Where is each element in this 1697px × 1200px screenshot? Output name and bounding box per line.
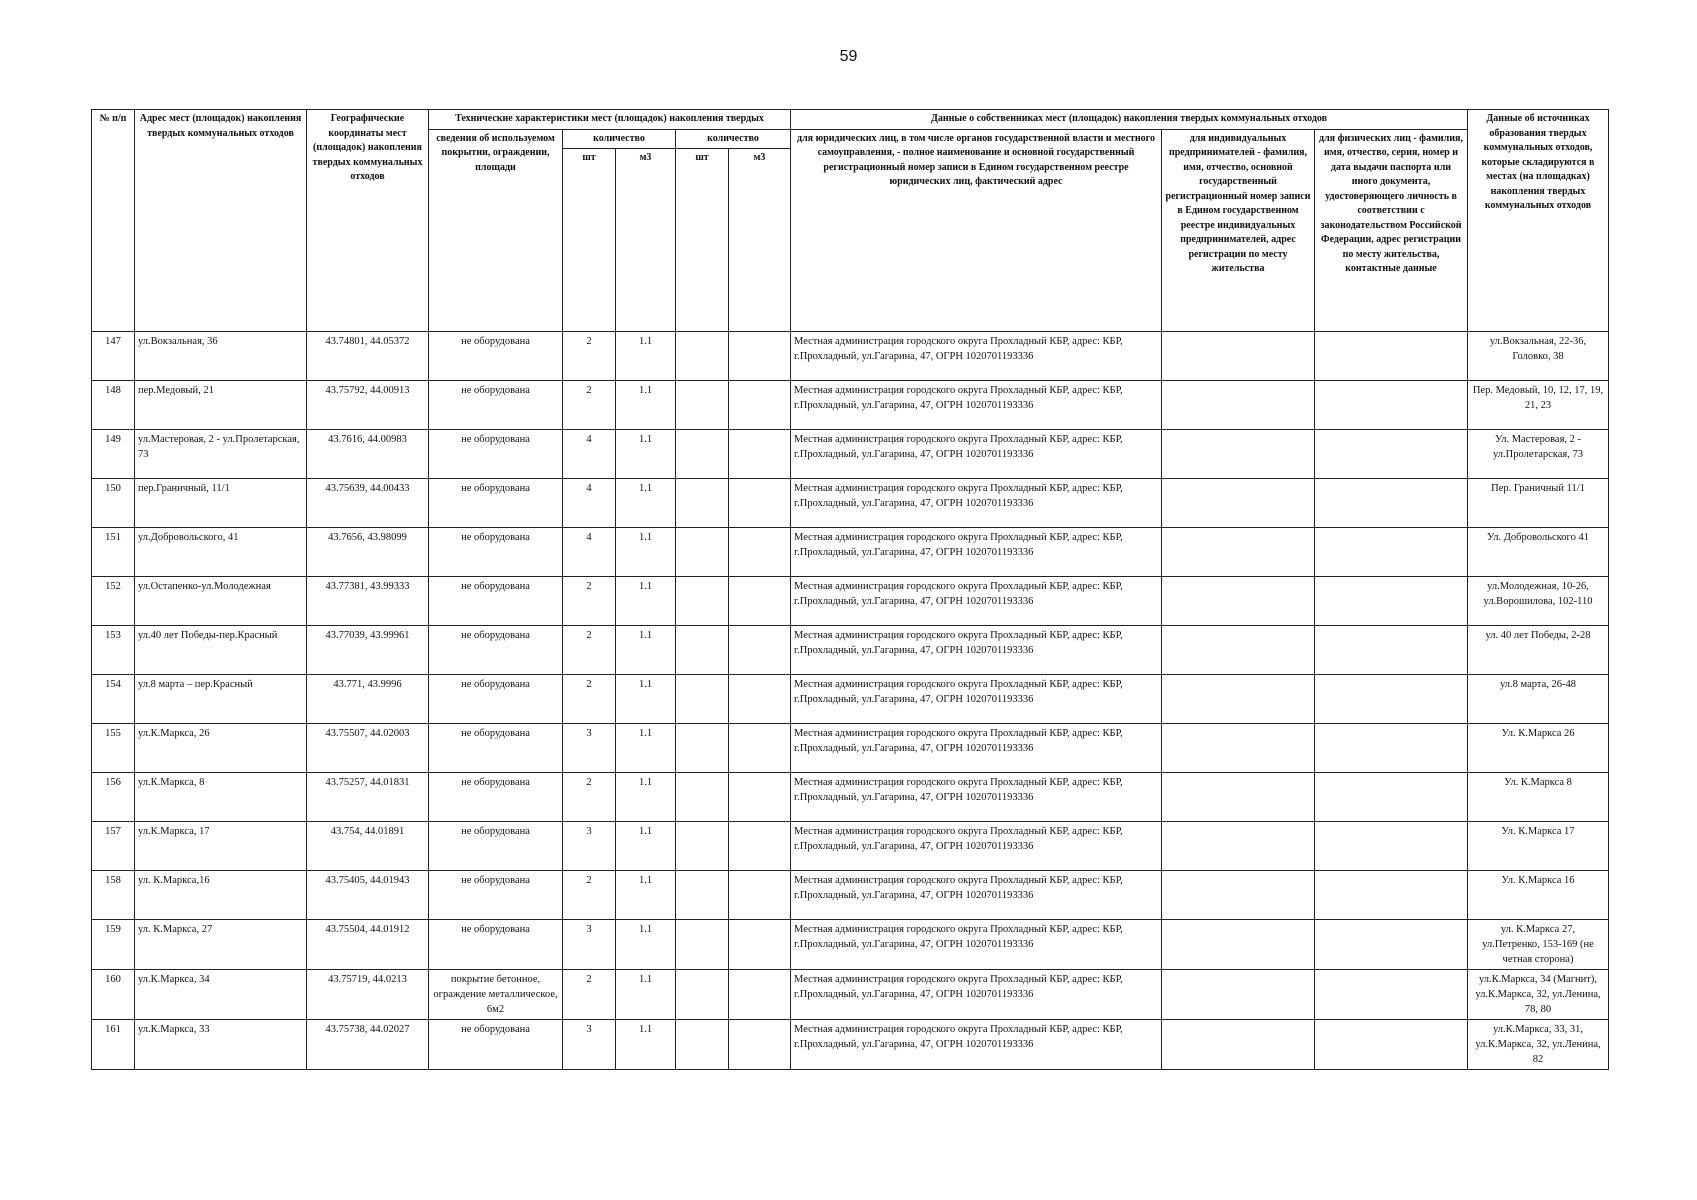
row-owner-phys xyxy=(1315,626,1468,675)
row-owner-legal: Местная администрация городского округа Прохладный КБР, адрес: КБР, г.Прохладный, ул.Гагарина, 47, ОГРН 1020701193336 xyxy=(791,970,1162,1020)
row-address: ул.К.Маркса, 26 xyxy=(135,724,307,773)
row-owner-phys xyxy=(1315,920,1468,970)
row-address: ул.К.Маркса, 8 xyxy=(135,773,307,822)
row-owner-legal: Местная администрация городского округа Прохладный КБР, адрес: КБР, г.Прохладный, ул.Гагарина, 47, ОГРН 1020701193336 xyxy=(791,724,1162,773)
row-coords: 43.75639, 44.00433 xyxy=(307,479,429,528)
row-cover: не оборудована xyxy=(429,430,563,479)
header-owners-legal: для юридических лиц, в том числе органов государственной власти и местного самоуправления, - полное наименование и основной государственный регистрационный номер записи в Едином государственном реестре юридических лиц, фактический адрес xyxy=(791,129,1162,332)
row-qty: 2 xyxy=(563,577,616,626)
row-cover: не оборудована xyxy=(429,577,563,626)
header-unit-sht2: шт xyxy=(676,149,729,332)
row-num: 151 xyxy=(92,528,135,577)
row-coords: 43.75504, 44.01912 xyxy=(307,920,429,970)
row-qty: 2 xyxy=(563,970,616,1020)
row-address: ул.К.Маркса, 33 xyxy=(135,1020,307,1070)
table-row xyxy=(92,724,1609,773)
row-coords: 43.77039, 43.99961 xyxy=(307,626,429,675)
row-coords: 43.75792, 44.00913 xyxy=(307,381,429,430)
row-volume2 xyxy=(729,675,791,724)
row-address: ул.40 лет Победы-пер.Красный xyxy=(135,626,307,675)
row-address: пер.Медовый, 21 xyxy=(135,381,307,430)
row-num: 159 xyxy=(92,920,135,970)
row-qty: 2 xyxy=(563,626,616,675)
row-coords: 43.75257, 44.01831 xyxy=(307,773,429,822)
row-owner-legal: Местная администрация городского округа Прохладный КБР, адрес: КБР, г.Прохладный, ул.Гагарина, 47, ОГРН 1020701193336 xyxy=(791,675,1162,724)
row-volume: 1.1 xyxy=(616,822,676,871)
row-owner-ip xyxy=(1162,1020,1315,1070)
row-owner-phys xyxy=(1315,871,1468,920)
row-owner-ip xyxy=(1162,528,1315,577)
row-volume2 xyxy=(729,430,791,479)
row-cover: не оборудована xyxy=(429,724,563,773)
table-row xyxy=(92,822,1609,871)
row-coords: 43.75405, 44.01943 xyxy=(307,871,429,920)
row-owner-legal: Местная администрация городского округа Прохладный КБР, адрес: КБР, г.Прохладный, ул.Гагарина, 47, ОГРН 1020701193336 xyxy=(791,920,1162,970)
row-volume2 xyxy=(729,773,791,822)
header-unit-m3-2: м3 xyxy=(729,149,791,332)
row-source: ул.8 марта, 26-48 xyxy=(1468,675,1609,724)
row-num: 155 xyxy=(92,724,135,773)
row-num: 156 xyxy=(92,773,135,822)
row-coords: 43.74801, 44.05372 xyxy=(307,332,429,381)
row-volume: 1.1 xyxy=(616,773,676,822)
row-qty2 xyxy=(676,626,729,675)
row-num: 148 xyxy=(92,381,135,430)
row-owner-legal: Местная администрация городского округа Прохладный КБР, адрес: КБР, г.Прохладный, ул.Гагарина, 47, ОГРН 1020701193336 xyxy=(791,577,1162,626)
row-cover: не оборудована xyxy=(429,920,563,970)
row-owner-legal: Местная администрация городского округа Прохладный КБР, адрес: КБР, г.Прохладный, ул.Гагарина, 47, ОГРН 1020701193336 xyxy=(791,332,1162,381)
row-cover: не оборудована xyxy=(429,675,563,724)
row-source: ул.К.Маркса, 33, 31, ул.К.Маркса, 32, ул.Ленина, 82 xyxy=(1468,1020,1609,1070)
row-volume: 1.1 xyxy=(616,332,676,381)
row-owner-legal: Местная администрация городского округа Прохладный КБР, адрес: КБР, г.Прохладный, ул.Гагарина, 47, ОГРН 1020701193336 xyxy=(791,822,1162,871)
row-volume: 1.1 xyxy=(616,528,676,577)
row-source: Ул. К.Маркса 8 xyxy=(1468,773,1609,822)
row-owner-ip xyxy=(1162,430,1315,479)
row-coords: 43.75719, 44.0213 xyxy=(307,970,429,1020)
row-owner-legal: Местная администрация городского округа Прохладный КБР, адрес: КБР, г.Прохладный, ул.Гагарина, 47, ОГРН 1020701193336 xyxy=(791,1020,1162,1070)
row-owner-phys xyxy=(1315,479,1468,528)
row-volume2 xyxy=(729,528,791,577)
table-row xyxy=(92,675,1609,724)
row-qty2 xyxy=(676,479,729,528)
row-volume2 xyxy=(729,970,791,1020)
row-cover: не оборудована xyxy=(429,773,563,822)
row-qty2 xyxy=(676,430,729,479)
row-volume: 1.1 xyxy=(616,626,676,675)
row-cover: не оборудована xyxy=(429,381,563,430)
row-coords: 43.771, 43.9996 xyxy=(307,675,429,724)
row-owner-legal: Местная администрация городского округа Прохладный КБР, адрес: КБР, г.Прохладный, ул.Гагарина, 47, ОГРН 1020701193336 xyxy=(791,479,1162,528)
row-volume2 xyxy=(729,822,791,871)
row-owner-legal: Местная администрация городского округа Прохладный КБР, адрес: КБР, г.Прохладный, ул.Гагарина, 47, ОГРН 1020701193336 xyxy=(791,528,1162,577)
row-owner-ip xyxy=(1162,332,1315,381)
row-qty: 3 xyxy=(563,920,616,970)
row-owner-legal: Местная администрация городского округа Прохладный КБР, адрес: КБР, г.Прохладный, ул.Гагарина, 47, ОГРН 1020701193336 xyxy=(791,626,1162,675)
header-owners: Данные о собственниках мест (площадок) накопления твердых коммунальных отходов xyxy=(791,110,1468,130)
row-coords: 43.75738, 44.02027 xyxy=(307,1020,429,1070)
row-volume: 1.1 xyxy=(616,675,676,724)
row-source: ул. К.Маркса 27, ул.Петренко, 153-169 (не четная сторона) xyxy=(1468,920,1609,970)
header-tech-qty2: количество xyxy=(676,129,791,149)
row-address: пер.Граничный, 11/1 xyxy=(135,479,307,528)
header-tech: Технические характеристики мест (площадок) накопления твердых xyxy=(429,110,791,130)
row-qty2 xyxy=(676,675,729,724)
row-qty: 4 xyxy=(563,479,616,528)
row-owner-phys xyxy=(1315,577,1468,626)
row-owner-ip xyxy=(1162,577,1315,626)
row-qty: 2 xyxy=(563,332,616,381)
waste-sites-table xyxy=(91,109,1609,1070)
row-volume: 1.1 xyxy=(616,970,676,1020)
table-body xyxy=(92,332,1609,1070)
row-volume: 1.1 xyxy=(616,479,676,528)
row-qty: 3 xyxy=(563,724,616,773)
table-row xyxy=(92,528,1609,577)
row-owner-phys xyxy=(1315,332,1468,381)
row-owner-phys xyxy=(1315,1020,1468,1070)
row-cover: не оборудована xyxy=(429,1020,563,1070)
table-row xyxy=(92,773,1609,822)
row-owner-ip xyxy=(1162,724,1315,773)
row-address: ул.Вокзальная, 36 xyxy=(135,332,307,381)
row-coords: 43.754, 44.01891 xyxy=(307,822,429,871)
row-address: ул.Остапенко-ул.Молодежная xyxy=(135,577,307,626)
row-qty: 2 xyxy=(563,675,616,724)
row-address: ул.8 марта – пер.Красный xyxy=(135,675,307,724)
row-num: 150 xyxy=(92,479,135,528)
row-source: ул.К.Маркса, 34 (Магнит), ул.К.Маркса, 32, ул.Ленина, 78, 80 xyxy=(1468,970,1609,1020)
header-owners-phys: для физических лиц - фамилия, имя, отчество, серия, номер и дата выдачи паспорта или иного документа, удостоверяющего личность в соответствии с законодательством Российской Федерации, адрес регистрации по месту жительства, контактные данные xyxy=(1315,129,1468,332)
row-volume: 1.1 xyxy=(616,381,676,430)
row-cover: не оборудована xyxy=(429,332,563,381)
row-volume2 xyxy=(729,920,791,970)
row-volume2 xyxy=(729,871,791,920)
row-volume2 xyxy=(729,626,791,675)
row-owner-ip xyxy=(1162,822,1315,871)
row-volume: 1.1 xyxy=(616,920,676,970)
row-qty2 xyxy=(676,1020,729,1070)
table-header xyxy=(92,110,1609,332)
table-row xyxy=(92,332,1609,381)
row-qty2 xyxy=(676,970,729,1020)
row-volume2 xyxy=(729,577,791,626)
header-owners-ip: для индивидуальных предпринимателей - фамилия, имя, отчество, основной государственный регистрационный номер записи в Едином государственном реестре индивидуальных предпринимателей, адрес регистрации по месту жительства xyxy=(1162,129,1315,332)
row-volume2 xyxy=(729,332,791,381)
table-row xyxy=(92,381,1609,430)
row-cover: не оборудована xyxy=(429,479,563,528)
row-volume2 xyxy=(729,1020,791,1070)
row-qty2 xyxy=(676,332,729,381)
header-unit-m3-1: м3 xyxy=(616,149,676,332)
row-source: Пер. Граничный 11/1 xyxy=(1468,479,1609,528)
row-owner-phys xyxy=(1315,528,1468,577)
row-source: Ул. Мастеровая, 2 - ул.Пролетарская, 73 xyxy=(1468,430,1609,479)
row-source: Ул. К.Маркса 16 xyxy=(1468,871,1609,920)
table-row xyxy=(92,920,1609,970)
row-source: Ул. К.Маркса 17 xyxy=(1468,822,1609,871)
row-source: Ул. К.Маркса 26 xyxy=(1468,724,1609,773)
row-owner-phys xyxy=(1315,430,1468,479)
table-row xyxy=(92,479,1609,528)
row-address: ул. К.Маркса,16 xyxy=(135,871,307,920)
row-cover: не оборудована xyxy=(429,626,563,675)
table-row xyxy=(92,430,1609,479)
row-qty: 2 xyxy=(563,871,616,920)
table-row xyxy=(92,871,1609,920)
row-num: 154 xyxy=(92,675,135,724)
row-qty2 xyxy=(676,724,729,773)
row-source: ул.Молодежная, 10-26, ул.Ворошилова, 102-110 xyxy=(1468,577,1609,626)
row-num: 157 xyxy=(92,822,135,871)
row-qty2 xyxy=(676,577,729,626)
row-cover: покрытие бетонное, ограждение металлическое, 6м2 xyxy=(429,970,563,1020)
row-qty: 3 xyxy=(563,1020,616,1070)
row-source: ул.Вокзальная, 22-36, Головко, 38 xyxy=(1468,332,1609,381)
row-source: Пер. Медовый, 10, 12, 17, 19, 21, 23 xyxy=(1468,381,1609,430)
row-volume: 1.1 xyxy=(616,577,676,626)
row-address: ул.К.Маркса, 17 xyxy=(135,822,307,871)
row-owner-legal: Местная администрация городского округа Прохладный КБР, адрес: КБР, г.Прохладный, ул.Гагарина, 47, ОГРН 1020701193336 xyxy=(791,381,1162,430)
header-num: № п/п xyxy=(92,110,135,332)
row-qty2 xyxy=(676,920,729,970)
row-owner-phys xyxy=(1315,773,1468,822)
row-address: ул.Мастеровая, 2 - ул.Пролетарская, 73 xyxy=(135,430,307,479)
row-address: ул.Добровольского, 41 xyxy=(135,528,307,577)
row-volume2 xyxy=(729,381,791,430)
row-source: Ул. Добровольского 41 xyxy=(1468,528,1609,577)
row-coords: 43.77381, 43.99333 xyxy=(307,577,429,626)
row-num: 153 xyxy=(92,626,135,675)
row-volume: 1.1 xyxy=(616,871,676,920)
header-unit-sht1: шт xyxy=(563,149,616,332)
row-volume: 1.1 xyxy=(616,430,676,479)
row-owner-ip xyxy=(1162,479,1315,528)
row-num: 161 xyxy=(92,1020,135,1070)
row-cover: не оборудована xyxy=(429,871,563,920)
row-num: 160 xyxy=(92,970,135,1020)
row-qty: 4 xyxy=(563,528,616,577)
row-qty2 xyxy=(676,871,729,920)
header-address: Адрес мест (площадок) накопления твердых коммунальных отходов xyxy=(135,110,307,332)
page-number: 59 xyxy=(839,48,858,65)
row-num: 149 xyxy=(92,430,135,479)
row-owner-ip xyxy=(1162,970,1315,1020)
row-volume: 1.1 xyxy=(616,1020,676,1070)
row-owner-ip xyxy=(1162,871,1315,920)
row-num: 152 xyxy=(92,577,135,626)
row-owner-phys xyxy=(1315,724,1468,773)
row-volume2 xyxy=(729,724,791,773)
table-row xyxy=(92,1020,1609,1070)
header-tech-qty1: количество xyxy=(563,129,676,149)
table-row xyxy=(92,970,1609,1020)
row-owner-legal: Местная администрация городского округа Прохладный КБР, адрес: КБР, г.Прохладный, ул.Гагарина, 47, ОГРН 1020701193336 xyxy=(791,430,1162,479)
header-tech-cover: сведения об используемом покрытии, ограждении, площади xyxy=(429,129,563,332)
row-qty2 xyxy=(676,822,729,871)
row-num: 158 xyxy=(92,871,135,920)
row-qty2 xyxy=(676,528,729,577)
row-qty: 4 xyxy=(563,430,616,479)
row-owner-legal: Местная администрация городского округа Прохладный КБР, адрес: КБР, г.Прохладный, ул.Гагарина, 47, ОГРН 1020701193336 xyxy=(791,871,1162,920)
row-qty2 xyxy=(676,773,729,822)
row-cover: не оборудована xyxy=(429,822,563,871)
row-qty: 3 xyxy=(563,822,616,871)
table-row xyxy=(92,626,1609,675)
row-owner-ip xyxy=(1162,626,1315,675)
row-owner-ip xyxy=(1162,381,1315,430)
row-owner-ip xyxy=(1162,773,1315,822)
row-address: ул.К.Маркса, 34 xyxy=(135,970,307,1020)
row-owner-phys xyxy=(1315,675,1468,724)
row-coords: 43.7656, 43.98099 xyxy=(307,528,429,577)
table-row xyxy=(92,577,1609,626)
row-owner-phys xyxy=(1315,970,1468,1020)
row-owner-phys xyxy=(1315,822,1468,871)
row-owner-phys xyxy=(1315,381,1468,430)
row-volume: 1.1 xyxy=(616,724,676,773)
row-address: ул. К.Маркса, 27 xyxy=(135,920,307,970)
row-volume2 xyxy=(729,479,791,528)
row-coords: 43.7616, 44.00983 xyxy=(307,430,429,479)
row-qty2 xyxy=(676,381,729,430)
row-owner-legal: Местная администрация городского округа Прохладный КБР, адрес: КБР, г.Прохладный, ул.Гагарина, 47, ОГРН 1020701193336 xyxy=(791,773,1162,822)
row-source: ул. 40 лет Победы, 2-28 xyxy=(1468,626,1609,675)
row-qty: 2 xyxy=(563,773,616,822)
row-qty: 2 xyxy=(563,381,616,430)
row-num: 147 xyxy=(92,332,135,381)
row-coords: 43.75507, 44.02003 xyxy=(307,724,429,773)
row-owner-ip xyxy=(1162,675,1315,724)
header-sources: Данные об источниках образования твердых коммунальных отходов, которые складируются в местах (на площадках) накопления твердых коммунальных отходов xyxy=(1468,110,1609,332)
row-owner-ip xyxy=(1162,920,1315,970)
row-cover: не оборудована xyxy=(429,528,563,577)
header-coords: Географические координаты мест (площадок) накопления твердых коммунальных отходов xyxy=(307,110,429,332)
